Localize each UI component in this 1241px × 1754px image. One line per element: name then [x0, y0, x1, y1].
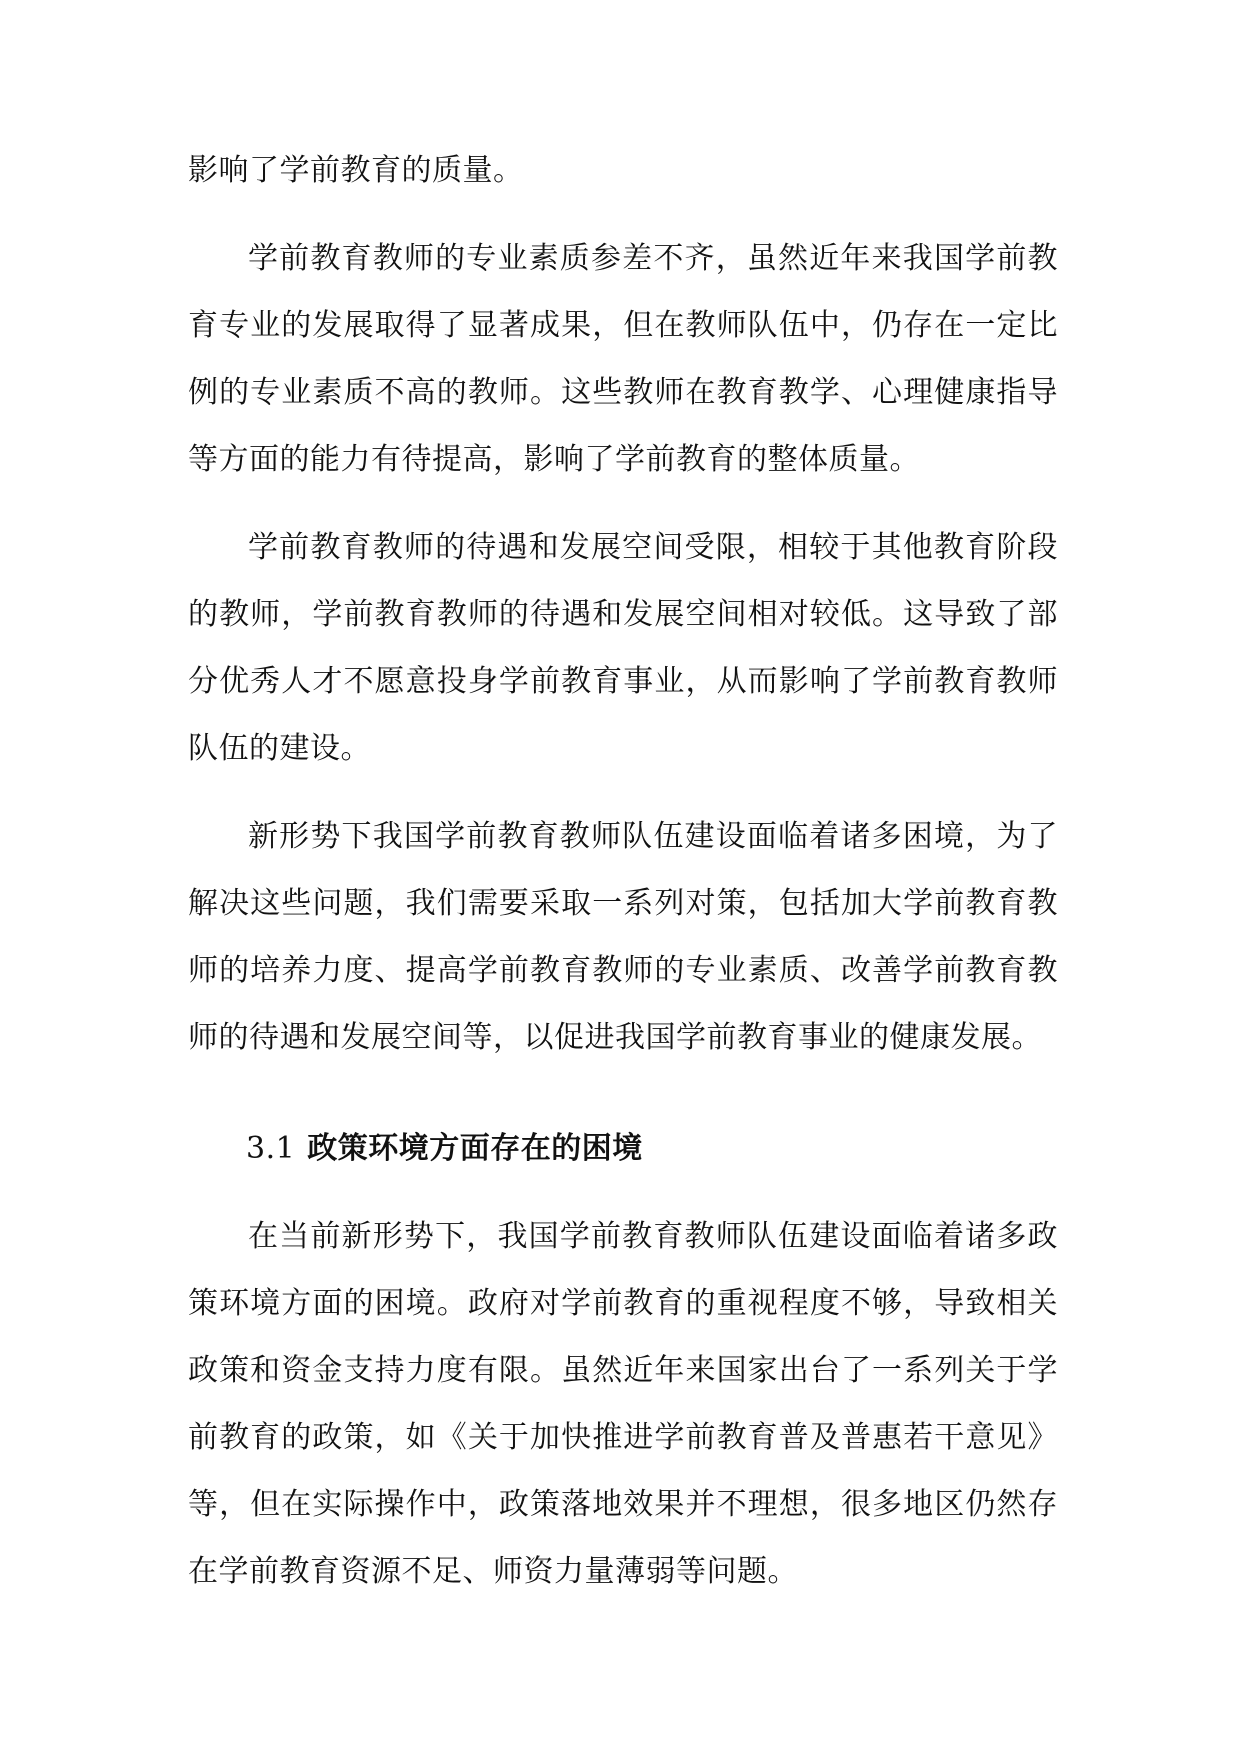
- paragraph-summary: 新形势下我国学前教育教师队伍建设面临着诸多困境，为了解决这些问题，我们需要采取一系列对策，包括加大学前教育教师的培养力度、提高学前教育教师的专业素质、改善学前教育教师的待遇和发展空间等，以促进我国学前教育事业的健康发展。: [188, 819, 1058, 1055]
- paragraph-policy-environment: 在当前新形势下，我国学前教育教师队伍建设面临着诸多政策环境方面的困境。政府对学前教育的重视程度不够，导致相关政策和资金支持力度有限。虽然近年来国家出台了一系列关于学前教育的政策，如《关于加快推进学前教育普及普惠若干意见》等，但在实际操作中，政策落地效果并不理想，很多地区仍然存在学前教育资源不足、师资力量薄弱等问题。: [188, 1219, 1058, 1589]
- section-heading: [188, 1115, 1058, 1182]
- document-page: [188, 137, 1058, 1605]
- paragraph-salary-development: 学前教育教师的待遇和发展空间受限，相较于其他教育阶段的教师，学前教育教师的待遇和发展空间相对较低。这导致了部分优秀人才不愿意投身学前教育事业，从而影响了学前教育教师队伍的建设。: [188, 530, 1058, 766]
- paragraph-continuation: 影响了学前教育的质量。: [188, 153, 524, 188]
- section-title: 政策环境方面存在的困境: [307, 1131, 643, 1166]
- paragraph-professional-quality: 学前教育教师的专业素质参差不齐，虽然近年来我国学前教育专业的发展取得了显著成果，但在教师队伍中，仍存在一定比例的专业素质不高的教师。这些教师在教育教学、心理健康指导等方面的能力有待提高，影响了学前教育的整体质量。: [188, 241, 1058, 477]
- section-number: 3.1: [246, 1131, 296, 1166]
